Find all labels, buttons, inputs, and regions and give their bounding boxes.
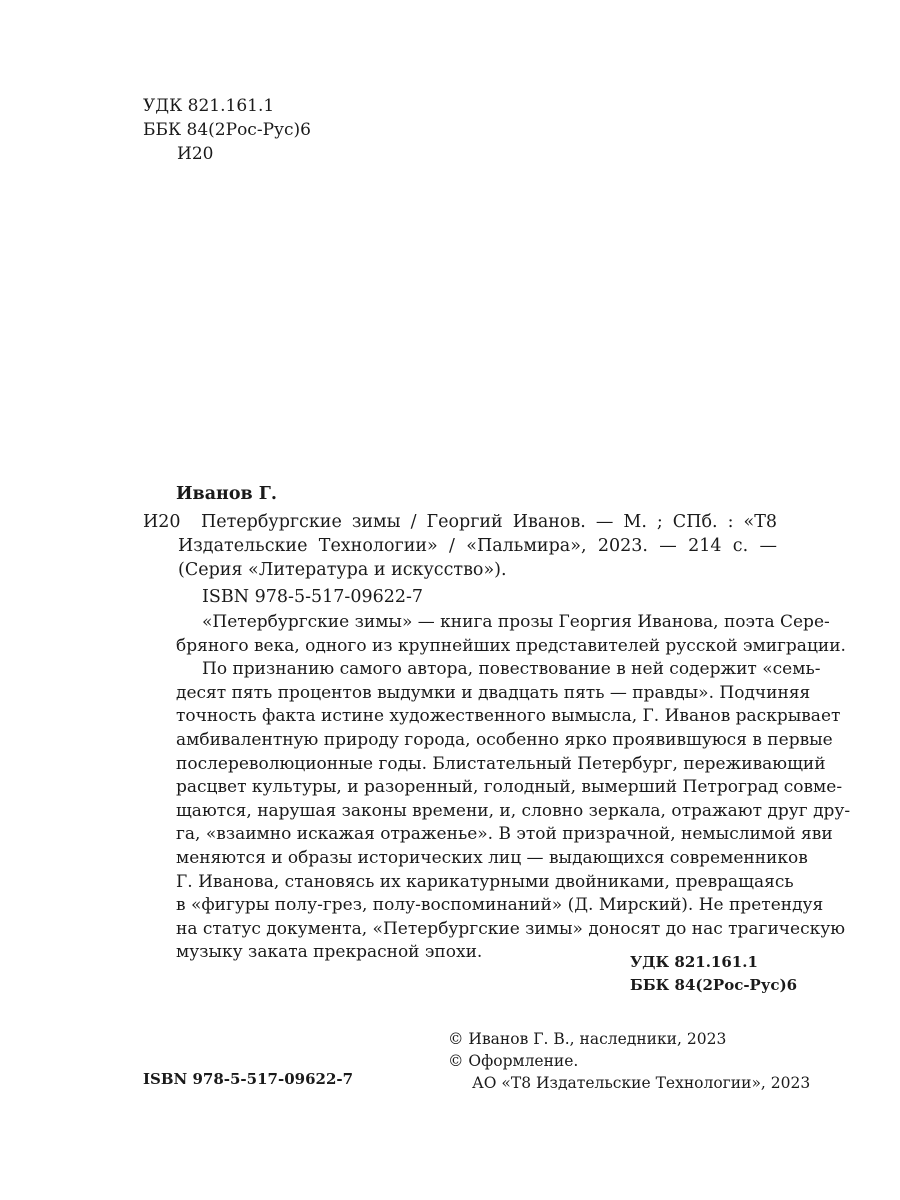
classification-codes-bottom — [630, 951, 797, 997]
annotation-line: га, «взаимно искажая отраженье». В этой призрачной, немыслимой яви — [176, 824, 833, 845]
annotation-line: бряного века, одного из крупнейших представителей русской эмиграции. — [176, 635, 846, 656]
annotation — [176, 611, 851, 965]
annotation-line: меняются и образы исторических лиц — выдающихся современников — [176, 847, 808, 868]
author-heading: Иванов Г. — [176, 484, 277, 504]
isbn: ISBN 978-5-517-09622-7 — [202, 587, 424, 607]
copyright-design: © Оформление. — [448, 1052, 579, 1070]
classification-codes-top — [143, 94, 311, 166]
annotation-line: «Петербургские зимы» — книга прозы Георгия Иванова, поэта Сере- — [202, 612, 830, 632]
bib-line-2: Издательские Технологии» / «Пальмира», 2023. — 214 с. — — [178, 536, 777, 556]
annotation-line: музыку заката прекрасной эпохи. — [176, 942, 483, 963]
bib-text-1: Петербургские зимы / Георгий Иванов. — М. ; СПб. : «Т8 — [201, 512, 777, 532]
annotation-line: на статус документа, «Петербургские зимы» доносят до нас трагическую — [176, 918, 846, 939]
annotation-line: амбивалентную природу города, особенно ярко проявившуюся в первые — [176, 729, 833, 750]
annotation-line: По признанию самого автора, повествование в ней содержит «семь- — [202, 659, 821, 680]
annotation-line: Г. Иванова, становясь их карикатурными двойниками, превращаясь — [176, 871, 794, 892]
udk-code-bottom: УДК 821.161.1 — [630, 953, 758, 971]
annotation-line: послереволюционные годы. Блистательный Петербург, переживающий — [176, 753, 826, 774]
author-sign: И20 — [177, 144, 214, 164]
annotation-line: в «фигуры полу-грез, полу-воспоминаний» (Д. Мирский). Не претендуя — [176, 895, 824, 916]
annotation-line: точность факта истине художественного вымысла, Г. Иванов раскрывает — [176, 706, 841, 727]
copyright-publisher: АО «Т8 Издательские Технологии», 2023 — [472, 1074, 811, 1092]
isbn-bottom: ISBN 978-5-517-09622-7 — [143, 1070, 354, 1088]
annotation-line: щаются, нарушая законы времени, и, словно зеркала, отражают друг дру- — [176, 800, 851, 821]
bbk-code-bottom: ББК 84(2Рос-Рус)6 — [630, 976, 798, 994]
annotation-line: расцвет культуры, и разоренный, голодный, вымерший Петроград совме- — [176, 777, 843, 798]
udk-code: УДК 821.161.1 — [143, 96, 275, 116]
bib-line-3: (Серия «Литература и искусство»). — [178, 560, 507, 580]
bibliographic-record — [143, 510, 777, 582]
copyright-block — [448, 1028, 810, 1094]
annotation-line: десят пять процентов выдумки и двадцать пять — правды». Подчиняя — [176, 682, 811, 703]
bib-author-sign: И20 — [143, 512, 181, 532]
bib-line-1 — [143, 510, 777, 534]
bbk-code: ББК 84(2Рос-Рус)6 — [143, 120, 311, 140]
copyright-author: © Иванов Г. В., наследники, 2023 — [448, 1030, 727, 1048]
